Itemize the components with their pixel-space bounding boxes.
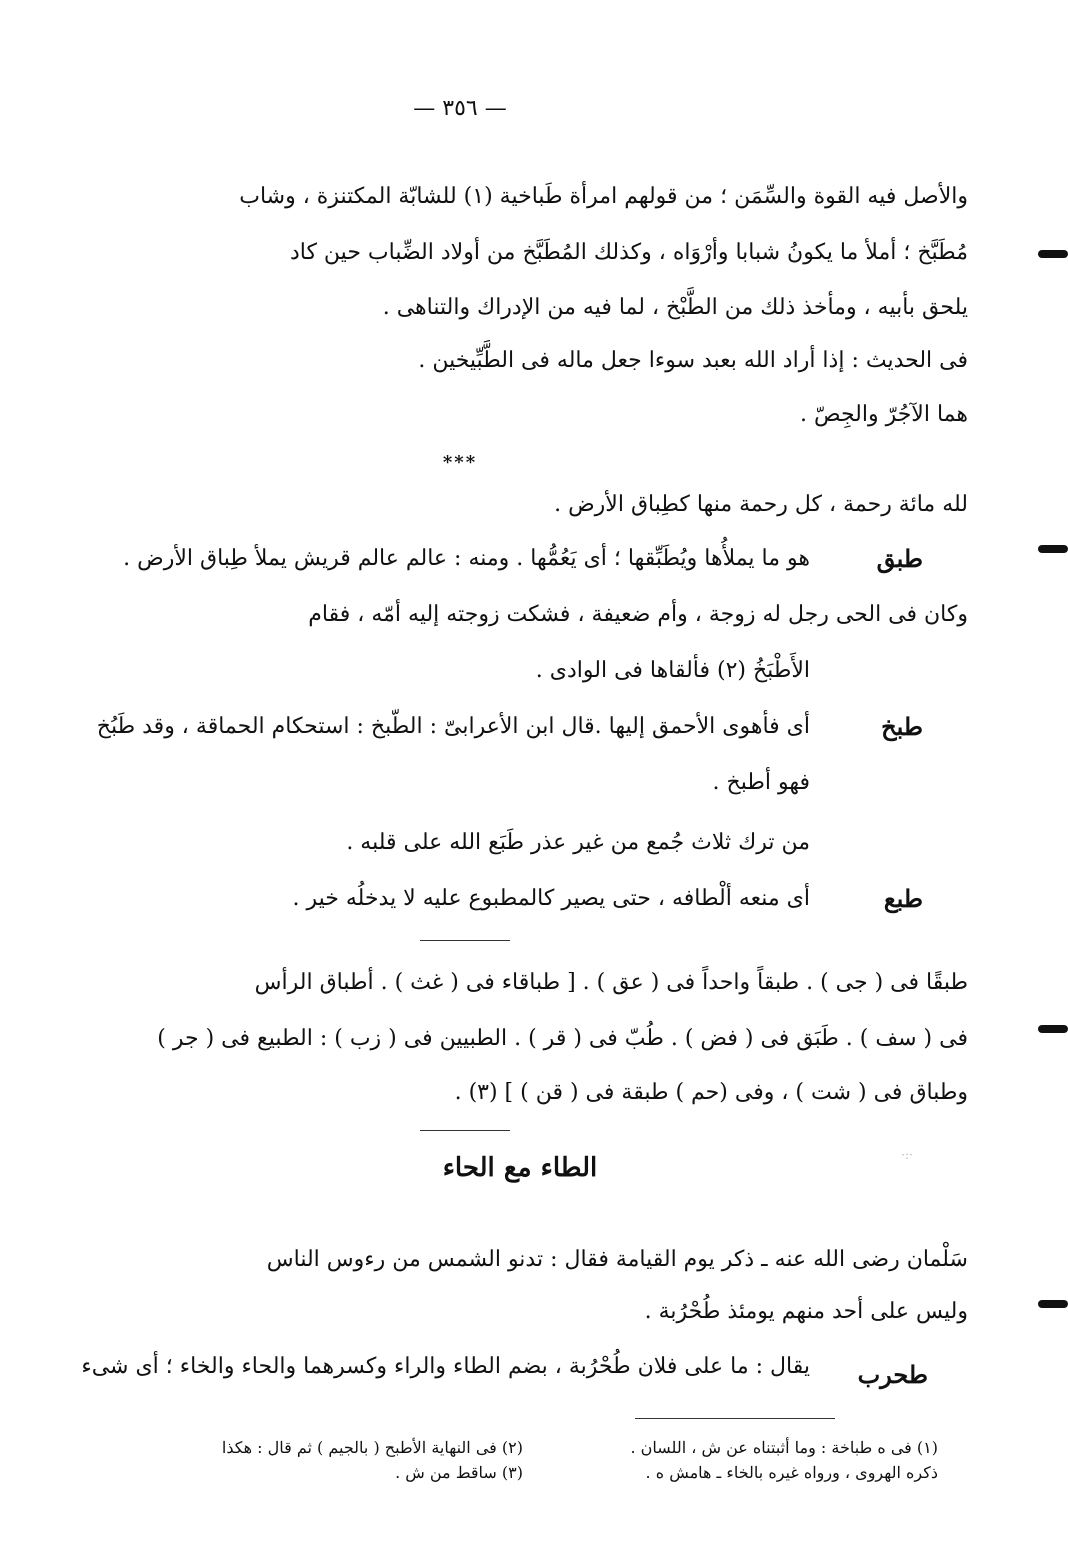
intro-line-1: والأصل فيه القوة والسِّمَن ؛ من قولهم امرأة طَباخية (١) للشابّة المكتنزة ، وشاب xyxy=(239,184,968,209)
tabaq-explanation: هو ما يملأُها ويُطَبِّقها ؛ أى يَعُمُّها . ومنه : عالم عالم قريش يملأ طِباق الأرض . xyxy=(123,546,810,571)
intro-line-2: مُطَبَّخ ؛ أملأ ما يكونُ شبابا وأرْوَاه ، وكذلك المُطَبَّخ من أولاد الضِّباب حين كاد xyxy=(289,240,968,265)
binding-mark xyxy=(1038,250,1068,258)
binding-mark xyxy=(1038,1025,1068,1033)
keyword-tahrab: طحرب xyxy=(857,1360,928,1389)
binding-mark xyxy=(1038,545,1068,553)
tabi-explanation: أى منعه ألْطافه ، حتى يصير كالمطبوع عليه لا يدخلُه خير . xyxy=(292,886,810,911)
footnote-2a: (٢) فى النهاية الأطبح ( بالجيم ) ثم قال : هكذا xyxy=(221,1438,523,1457)
references-line-3: وطباق فى ( شت ) ، وفى (حم ) طبقة فى ( قن ) ] (٣) . xyxy=(454,1080,968,1105)
tabikh-explanation-line-2: فهو أطبخ . xyxy=(712,770,810,795)
intro-line-4: فى الحديث : إذا أراد الله بعبد سوءا جعل ماله فى الطَّبِّيخين . xyxy=(418,348,968,373)
references-line-1: طبقًا فى ( جى ) . طبقاً واحداً فى ( عق ) . [ طباقاء فى ( غث ) . أطباق الرأس xyxy=(254,970,968,995)
keyword-tabikh: طبخ xyxy=(881,712,923,741)
keyword-tabaq: طبق xyxy=(876,544,923,573)
tabikh-story-line-1: وكان فى الحى رجل له زوجة ، وأم ضعيفة ، فشكت زوجته إليه أمّه ، فقام xyxy=(308,602,968,627)
tabi-hadith: من ترك ثلاث جُمع من غير عذر طَبَع الله على قلبه . xyxy=(346,830,810,855)
section-separator-stars: *** xyxy=(442,452,478,473)
section-heading: الطاء مع الحاء xyxy=(442,1153,598,1183)
tabikh-explanation-line-1: أى فأهوى الأحمق إليها .قال ابن الأعرابىّ : الطّبخ : استحكام الحماقة ، وقد طَبُخ xyxy=(96,714,810,739)
footnote-rule xyxy=(635,1418,835,1419)
tabikh-story-line-2: الأَطْبَخُ (٢) فألقاها فى الوادى . xyxy=(535,658,810,683)
faint-mark: ·:· xyxy=(901,1148,913,1162)
tabaq-hadith: لله مائة رحمة ، كل رحمة منها كطِباق الأرض . xyxy=(554,492,968,517)
footnote-1: (١) فى ه طباخة : وما أثبتناه عن ش ، اللسان . xyxy=(630,1438,938,1457)
salman-line-1: سَلْمان رضى الله عنه ـ ذكر يوم القيامة فقال : تدنو الشمس من رءوس الناس xyxy=(266,1247,968,1272)
keyword-tabi: طبع xyxy=(883,884,923,913)
page-number: — ٣٥٦ — xyxy=(413,96,507,121)
footnote-3: (٣) ساقط من ش . xyxy=(395,1463,523,1482)
binding-mark xyxy=(1038,1300,1068,1308)
divider-rule xyxy=(420,1130,510,1131)
salman-line-2: وليس على أحد منهم يومئذ طُحْرُبة . xyxy=(644,1299,968,1324)
footnotes xyxy=(108,1435,938,1485)
divider-rule xyxy=(420,940,510,941)
intro-line-5: هما الآجُرّ والجِصّ . xyxy=(800,402,968,427)
intro-line-3: يلحق بأبيه ، ومأخذ ذلك من الطَّبْخ ، لما فيه من الإدراك والتناهى . xyxy=(382,295,968,320)
references-line-2: فى ( سف ) . طَبَق فى ( فض ) . طُبّ فى ( قر ) . الطبيين فى ( زب ) : الطبيع فى ( جر ) xyxy=(157,1026,968,1051)
tahrab-explanation: يقال : ما على فلان طُحْرُبة ، بضم الطاء والراء وكسرهما والحاء والخاء ؛ أى شىء xyxy=(81,1354,810,1379)
footnote-2b: ذكره الهروى ، ورواه غيره بالخاء ـ هامش ه . xyxy=(645,1463,938,1482)
